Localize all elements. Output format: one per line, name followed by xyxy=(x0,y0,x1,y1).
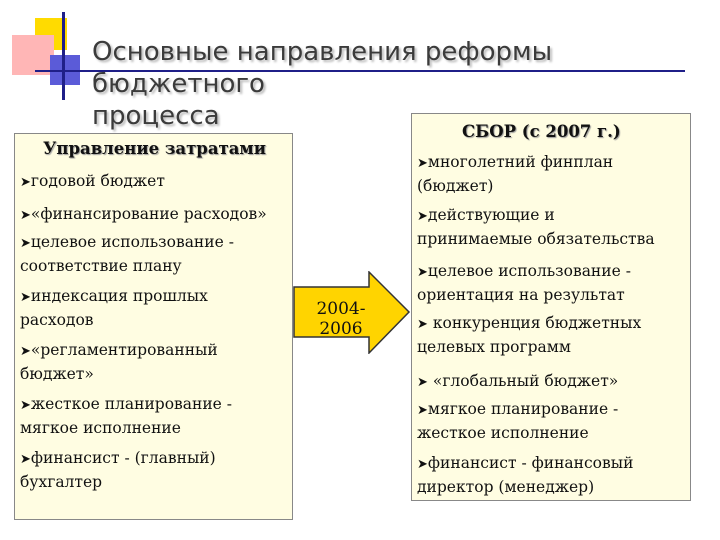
decor-pink-square xyxy=(12,35,54,75)
list-item xyxy=(417,398,689,445)
arrow-bullet-icon: ➤ xyxy=(417,403,428,418)
list-item-line-1: «регламентированный xyxy=(30,341,218,359)
list-item-line-1: целевое использование - xyxy=(30,233,234,251)
arrow-bullet-icon: ➤ xyxy=(417,317,428,332)
period-label: 2004-2006 xyxy=(316,299,366,339)
list-item xyxy=(417,312,689,359)
list-item xyxy=(417,151,689,198)
list-item xyxy=(20,170,292,194)
list-item-line-1: мягкое планирование - xyxy=(427,400,619,418)
arrow-bullet-icon: ➤ xyxy=(20,452,31,467)
list-item-line-2: директор (менеджер) xyxy=(417,478,595,496)
arrow-bullet-icon: ➤ xyxy=(20,398,31,413)
list-item-line-1: конкуренция бюджетных xyxy=(427,314,642,332)
list-item-line-1: действующие и xyxy=(427,206,555,224)
list-item-line-1: целевое использование - xyxy=(427,262,631,280)
arrow-bullet-icon: ➤ xyxy=(20,290,31,305)
decor-vertical-line xyxy=(62,12,65,100)
list-item-line-2: расходов xyxy=(20,311,94,329)
list-item-line-2: целевых программ xyxy=(417,338,571,356)
arrow-bullet-icon: ➤ xyxy=(417,156,428,171)
list-item-line-1: финансист - (главный) xyxy=(30,449,216,467)
list-item xyxy=(417,370,689,394)
slide-title-line-2: процесса xyxy=(92,101,220,131)
list-item-line-2: бухгалтер xyxy=(20,473,103,491)
list-item-line-1: индексация прошлых xyxy=(30,287,208,305)
arrow-bullet-icon: ➤ xyxy=(20,344,31,359)
sbor-panel xyxy=(411,113,691,501)
arrow-bullet-icon: ➤ xyxy=(417,375,428,390)
list-item-line-2: мягкое исполнение xyxy=(20,419,181,437)
arrow-bullet-icon: ➤ xyxy=(20,208,31,223)
sbor-title: СБОР (с 2007 г.) xyxy=(462,122,621,141)
list-item-line-2: ориентация на результат xyxy=(417,286,625,304)
list-item xyxy=(20,285,292,332)
list-item xyxy=(20,393,292,440)
list-item-line-1: жесткое планирование - xyxy=(30,395,233,413)
list-item xyxy=(20,339,292,386)
list-item-line-1: годовой бюджет xyxy=(30,172,165,190)
list-item xyxy=(417,260,689,307)
arrow-bullet-icon: ➤ xyxy=(417,265,428,280)
list-item xyxy=(20,447,292,494)
list-item-line-2: соответствие плану xyxy=(20,257,182,275)
list-item-line-2: бюджет» xyxy=(20,365,94,383)
list-item xyxy=(20,203,292,227)
list-item-line-2: принимаемые обязательства xyxy=(417,230,655,248)
list-item-line-1: «финансирование расходов» xyxy=(30,205,267,223)
list-item xyxy=(417,452,689,499)
list-item xyxy=(20,231,292,278)
arrow-bullet-icon: ➤ xyxy=(20,175,31,190)
list-item-line-2: (бюджет) xyxy=(417,177,494,195)
list-item xyxy=(417,204,689,251)
arrow-bullet-icon: ➤ xyxy=(20,236,31,251)
cost-management-title: Управление затратами xyxy=(43,139,267,158)
arrow-bullet-icon: ➤ xyxy=(417,209,428,224)
list-item-line-1: «глобальный бюджет» xyxy=(427,372,619,390)
slide-title-line-1: Основные направления реформы бюджетного xyxy=(92,37,553,99)
arrow-bullet-icon: ➤ xyxy=(417,457,428,472)
list-item-line-1: финансист - финансовый xyxy=(427,454,634,472)
cost-management-panel xyxy=(14,133,293,520)
list-item-line-1: многолетний финплан xyxy=(427,153,614,171)
list-item-line-2: жесткое исполнение xyxy=(417,424,589,442)
